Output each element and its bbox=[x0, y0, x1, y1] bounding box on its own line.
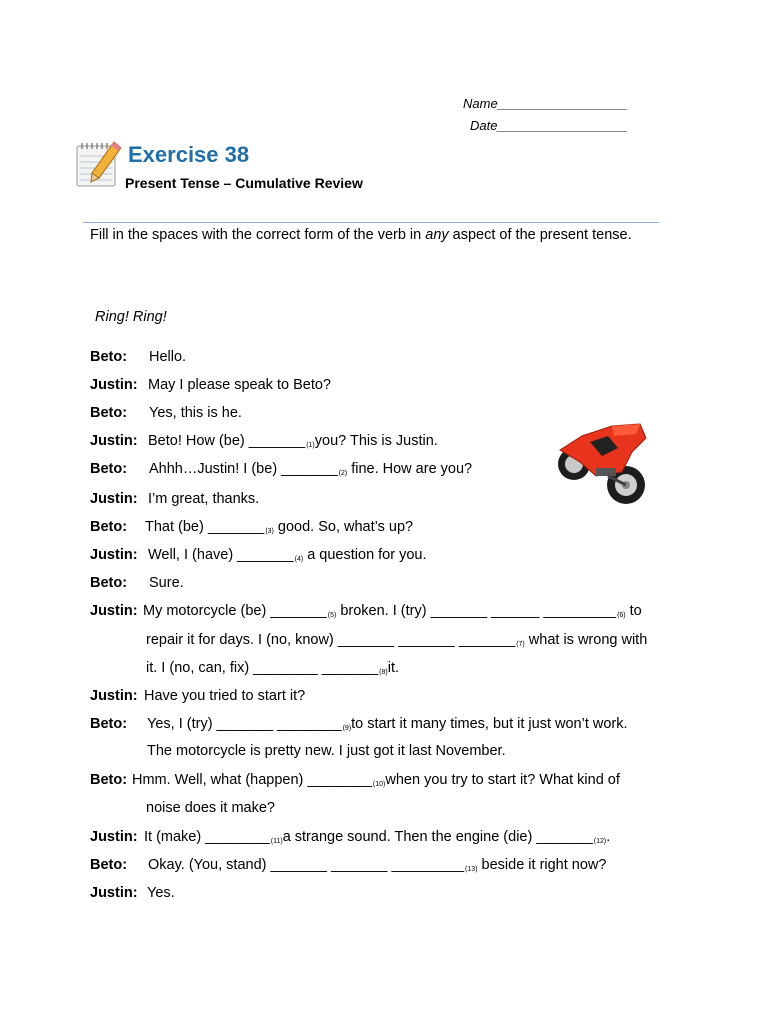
red-motorcycle-image bbox=[552, 412, 652, 512]
dialogue-line: it. I (no, can, fix) ________ $\_\_\_\_\_\_\__{(8)}it$. bbox=[146, 660, 400, 676]
dialogue-line: Beto: Hmm. Well, what (happen) $\_\_\_\_\_\_\_\__{(10)}when$ you try to start it? What kind of bbox=[90, 772, 620, 788]
instructions: Fill in the spaces with the correct form of the verb in any aspect of the present tense. bbox=[90, 227, 632, 243]
dialogue-line: Justin: May I please speak to Beto? bbox=[90, 377, 331, 393]
dialogue-line: Justin: It (make) $\_\_\_\_\_\_\_\__{(11)}a$ strange sound. Then the engine (die) $\_\_\_\_\_\_\__{(12)}$. bbox=[90, 829, 611, 845]
dialogue-line: Beto: Hello. bbox=[90, 349, 187, 365]
dialogue-line: Beto: Ahhh…Justin! I (be) $\_\_\_\_\_\_\__{(2)}$ fine. How are you? bbox=[90, 461, 473, 477]
dialogue-line: Justin: I’m great, thanks. bbox=[90, 491, 260, 507]
scene-cue: Ring! Ring! bbox=[95, 309, 167, 325]
exercise-title: Exercise 38 bbox=[128, 142, 250, 167]
exercise-subtitle: Present Tense – Cumulative Review bbox=[125, 175, 363, 191]
divider bbox=[83, 222, 659, 223]
dialogue-line: Justin: Beto! How (be) $\_\_\_\_\_\_\__{(1)}you$? This is Justin. bbox=[90, 433, 438, 449]
dialogue-line: The motorcycle is pretty new. I just got it last November. bbox=[147, 743, 506, 759]
dialogue-line: Justin: Well, I (have) $\_\_\_\_\_\_\__{(4)}$ a question for you. bbox=[90, 547, 427, 563]
dialogue-line: Beto: Yes, this is he. bbox=[90, 405, 242, 421]
notepad-pencil-icon bbox=[74, 140, 124, 190]
dialogue-line: Beto: That (be) $\_\_\_\_\_\_\__{(3)}$ good. So, what’s up? bbox=[90, 519, 414, 535]
dialogue-line: Beto: Sure. bbox=[90, 575, 184, 591]
dialogue-line: Beto: Okay. (You, stand) _______ _______ $\_\_\_\_\_\_\_\_\__{(13)}$ beside it right now? bbox=[90, 857, 607, 873]
dialogue-line: noise does it make? bbox=[146, 800, 275, 816]
dialogue-line: Justin: Yes. bbox=[90, 885, 175, 901]
name-field[interactable]: Name__________________ bbox=[463, 96, 628, 111]
dialogue-line: Justin: My motorcycle (be) $\_\_\_\_\_\_\__{(5)}$ broken. I (try) _______ ______ $\_\_\_\_\_\_\_\_\__{(6)}$ to bbox=[90, 603, 642, 619]
dialogue-line: repair it for days. I (no, know) _______ _______ $\_\_\_\_\_\_\__{(7)}$ what is wrong with bbox=[146, 632, 648, 648]
dialogue-line: Beto: Yes, I (try) _______ $\_\_\_\_\_\_\_\__{(9)}to$ start it many times, but it just won’t work. bbox=[90, 716, 628, 732]
date-field[interactable]: Date__________________ bbox=[470, 118, 628, 133]
dialogue-line: Justin: Have you tried to start it? bbox=[90, 688, 306, 704]
